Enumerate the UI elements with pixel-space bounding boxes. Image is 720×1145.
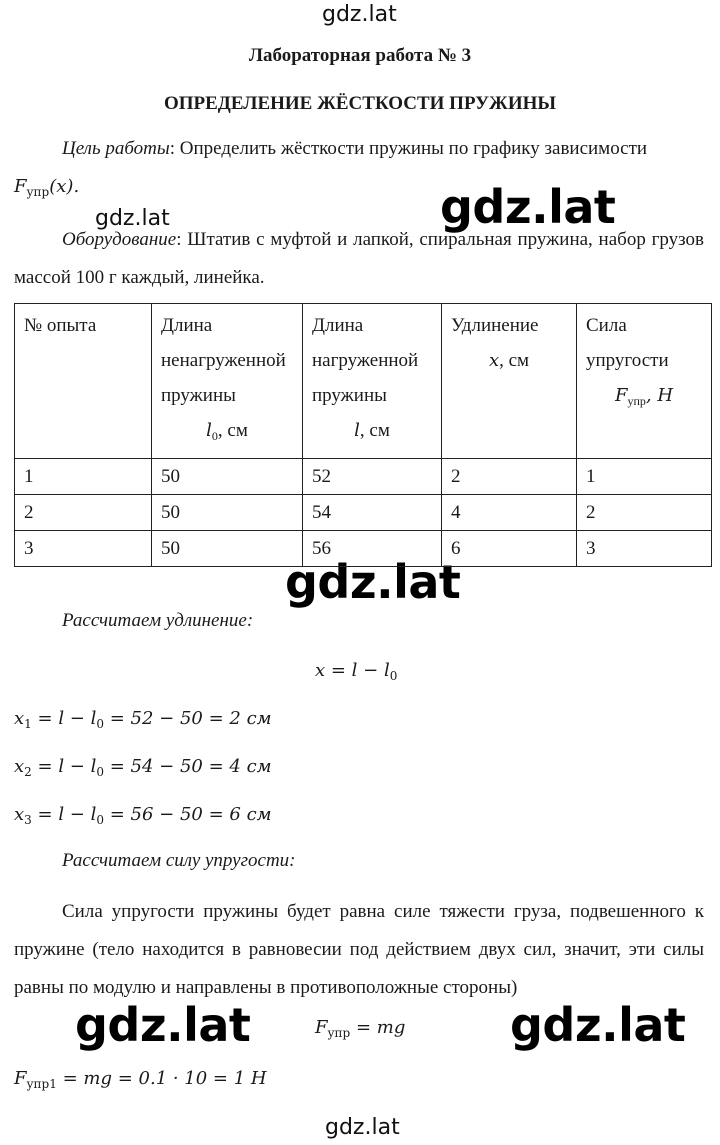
elastic-paragraph: Сила упругости пружины будет равна силе тяжести груза, подвешенного к пружине (тело находится в равновесии под действием двух сил, значит, эти силы равны по модулю и направлены в противоположные стороны)	[14, 901, 704, 998]
watermark-left: gdz.lat	[95, 206, 170, 231]
watermark-big-4: gdz.lat	[510, 998, 686, 1052]
table-header-cell: Длина ненагруженной пружины $l_0$, см	[152, 304, 303, 459]
table-header-cell: Сила упругости $F_{упр}$, H	[577, 304, 712, 459]
table-cell: 2	[442, 459, 577, 495]
table-cell: 2	[577, 495, 712, 531]
table-row	[15, 531, 712, 567]
table-row	[15, 495, 712, 531]
table-cell: 50	[152, 531, 303, 567]
watermark-big-2: gdz.lat	[285, 555, 461, 609]
elastic-formula: $F_{упр}$ = mg	[315, 1017, 406, 1040]
topic-title: ОПРЕДЕЛЕНИЕ ЖЁСТКОСТИ ПРУЖИНЫ	[163, 93, 557, 114]
equipment-label: Оборудование	[62, 229, 177, 250]
elastic-heading: Рассчитаем силу упругости:	[62, 850, 296, 871]
equipment-text: : Штатив с муфтой и лапкой, спиральная пружина, набор грузов массой 100 г каждый, линейка.	[14, 229, 704, 288]
table-cell: 6	[442, 531, 577, 567]
table-cell: 50	[152, 459, 303, 495]
table-cell: 3	[577, 531, 712, 567]
elongation-calc-2: $x_2 = l - l_0 = 54 - 50 = 4$ см	[14, 756, 272, 779]
elongation-heading: Рассчитаем удлинение:	[62, 610, 254, 631]
table-header-cell: Удлинение x, см	[442, 304, 577, 459]
table-header-cell: № опыта	[15, 304, 152, 459]
table-cell: 4	[442, 495, 577, 531]
watermark-big-1: gdz.lat	[440, 180, 616, 234]
watermark-big-3: gdz.lat	[75, 998, 251, 1052]
table-cell: 54	[303, 495, 442, 531]
table-cell: 2	[15, 495, 152, 531]
watermark-bottom: gdz.lat	[325, 1115, 400, 1140]
table-cell: 56	[303, 531, 442, 567]
goal-text: : Определить жёсткости пружины по графику зависимости	[169, 138, 648, 159]
lab-title: Лабораторная работа № 3	[248, 45, 472, 66]
watermark-top: gdz.lat	[322, 2, 397, 27]
table-cell: 1	[577, 459, 712, 495]
table-cell: 52	[303, 459, 442, 495]
elongation-calc-1: $x_1 = l - l_0 = 52 - 50 = 2$ см	[14, 708, 272, 731]
table-cell: 3	[15, 531, 152, 567]
goal-paragraph	[14, 130, 704, 211]
elongation-general-formula: $x = l - l_0$	[315, 660, 398, 683]
goal-label: Цель работы	[62, 138, 170, 159]
table-row	[15, 459, 712, 495]
table-cell: 1	[15, 459, 152, 495]
table-cell: 50	[152, 495, 303, 531]
table-header-cell: Длина нагруженной пружины l, см	[303, 304, 442, 459]
data-table	[14, 303, 712, 567]
elongation-calc-3: $x_3 = l - l_0 = 56 - 50 = 6$ см	[14, 804, 272, 827]
goal-formula: $F_{упр}(x)$.	[14, 176, 80, 199]
elastic-calc: $F_{упр1}$ = mg = 0.1 · 10 = 1 H	[14, 1068, 267, 1091]
table-header-row	[15, 304, 712, 459]
equipment-paragraph	[14, 221, 704, 297]
